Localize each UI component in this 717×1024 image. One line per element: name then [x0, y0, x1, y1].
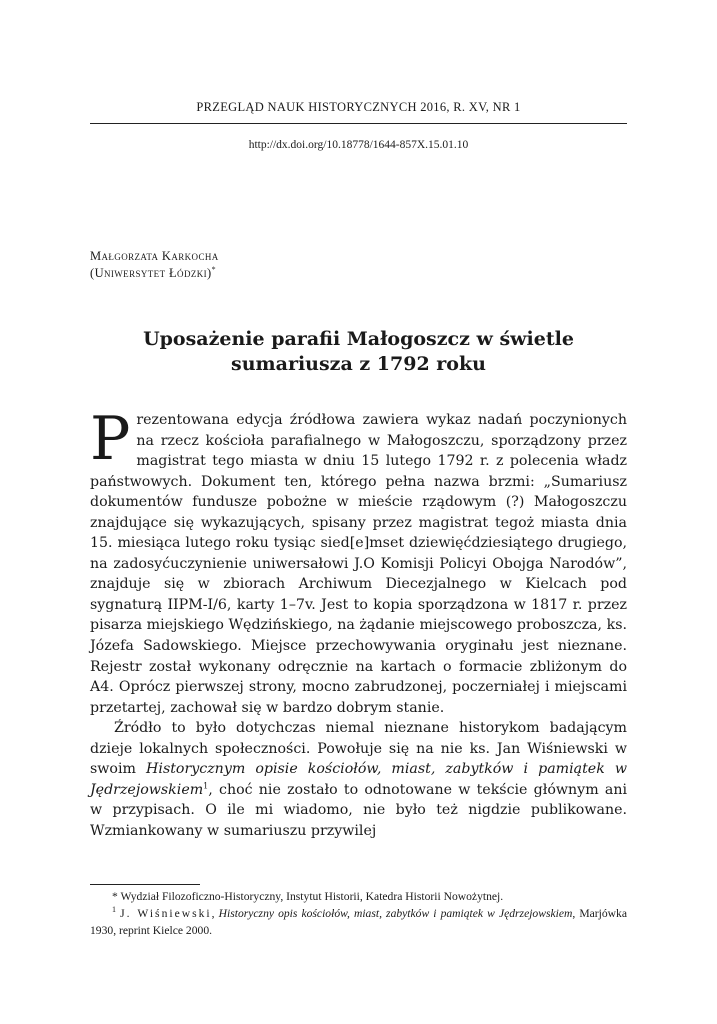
- drop-cap: P: [90, 404, 131, 474]
- author-block: [90, 248, 219, 282]
- journal-header: PRZEGLĄD NAUK HISTORYCZNYCH 2016, R. XV, NR 1: [196, 100, 521, 114]
- author-affiliation-line: [90, 265, 219, 282]
- paragraph-2: [90, 718, 627, 841]
- footnote-1-title: Historyczny opis kościołów, miast, zabytków i pamiątek w Jędrzejowskiem: [218, 907, 573, 920]
- header-rule: [90, 123, 627, 124]
- footnote-1-rest: , Marjówka 1930, reprint Kielce 2000.: [90, 907, 627, 937]
- author-affiliation: (Uniwersytet Łódzki): [90, 266, 212, 280]
- paragraph-1-text: rezentowana edycja źródłowa zawiera wykaz nadań poczynionych na rzecz kościoła parafialnego w Małogoszczu, sporządzony przez magistrat tego miasta w dniu 15 lutego 1792 r. z polecenia władz państwowych. Dokument ten, którego pełna nazwa brzmi: „Sumariusz dokumentów fundusze pobożne w mieście rządowym (?) Małogoszczu znajdujące się wykazujących, spisany przez magistrat tegoż miasta dnia 15. miesiąca lutego roku tysiąc sied[e]mset dziewięćdziesiątego drugiego, na zadosyćuczynienie uniwersałowi J.O Komisji Policyi Obojga Narodów”, znajduje się w zbiorach Archiwum Diecezjalnego w Kielcach pod sygnaturą IIPM-I/6, karty 1–7v. Jest to kopia sporządzona w 1817 r. przez pisarza miejskiego Wędzińskiego, na żądanie miejscowego proboszcza, ks. Józefa Sadowskiego. Miejsce przechowywania oryginału jest nieznane. Rejestr został wykonany odręcznie na kartach o formacie zbliżonym do A4. Oprócz pierwszej strony, mocno zabrudzonej, poczerniałej i miejscami przetartej, zachował się w bardzo dobrym stanie.: [90, 412, 627, 716]
- paragraph-2-text-b: , choć nie zostało to odnotowane w tekście głównym ani w przypisach. O ile mi wiadomo, nie było też nigdzie publikowane. Wzmiankowany w sumariuszu przywilej: [90, 781, 627, 839]
- footnote-ref-1[interactable]: 1: [203, 781, 209, 791]
- title-line-2: sumariusza z 1792 roku: [231, 353, 486, 375]
- paragraph-2-text-a: Źródło to było dotychczas niemal nieznane historykom badającym dzieje lokalnych społeczności. Powołuje się na nie ks. Jan Wiśniewski w swoim: [90, 720, 627, 778]
- article-body: [90, 404, 628, 841]
- cited-book-title: Historycznym opisie kościołów, miast, zabytków i pamiątek w Jędrzejowskiem: [90, 761, 628, 798]
- footnote-1: [90, 905, 627, 939]
- doi-link[interactable]: http://dx.doi.org/10.18778/1644-857X.15.01.10: [248, 139, 469, 151]
- paragraph-1: [90, 404, 627, 718]
- footnote-1-author: J. Wiśniewski: [120, 907, 212, 920]
- footnote-1-mark: 1: [112, 905, 116, 915]
- footnotes: [90, 888, 627, 939]
- footnote-star: * Wydział Filozoficzno-Historyczny, Instytut Historii, Katedra Historii Nowożytnej.: [112, 890, 504, 903]
- author-name: Małgorzata Karkocha: [90, 249, 219, 263]
- footnote-1-sep: ,: [211, 907, 219, 920]
- article-title: [90, 327, 627, 377]
- footnote-rule: [90, 884, 200, 885]
- affiliation-footnote-mark: *: [211, 264, 216, 274]
- title-line-1: Uposażenie parafii Małogoszcz w świetle: [143, 328, 574, 350]
